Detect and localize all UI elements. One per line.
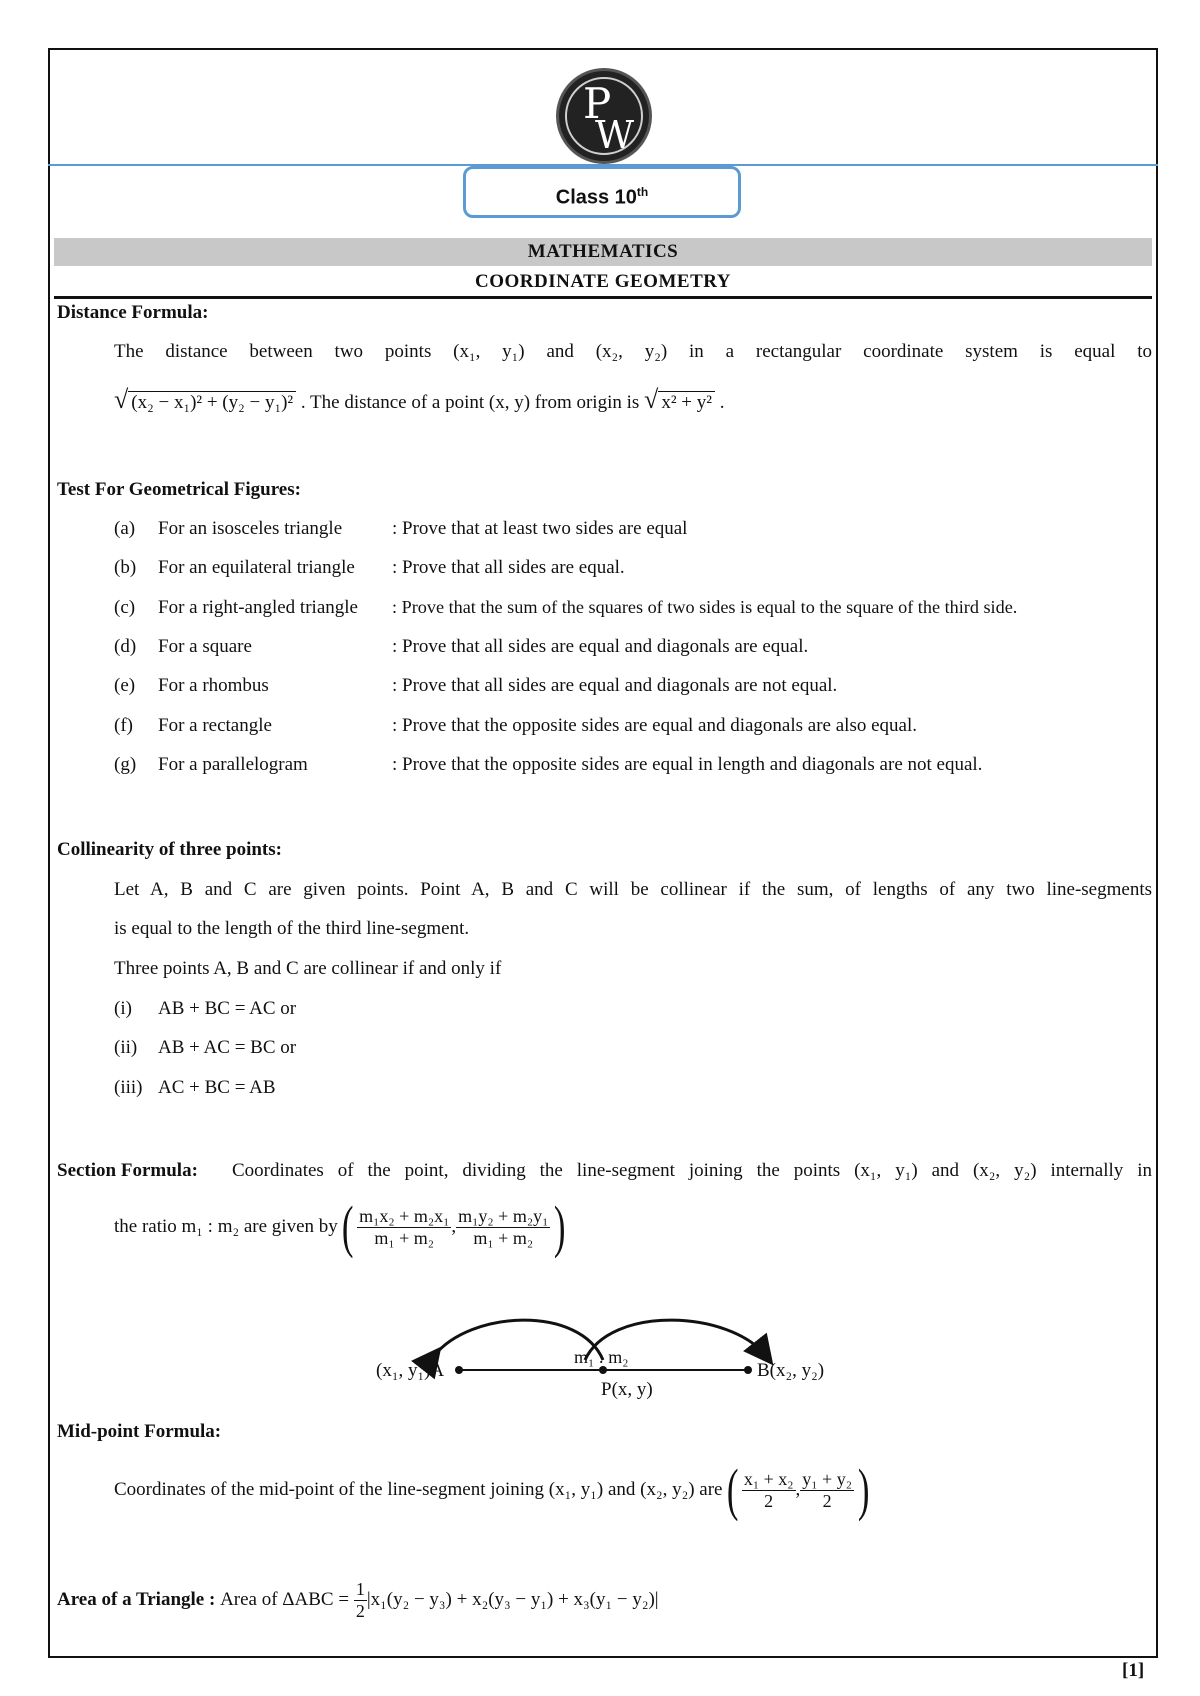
frac-numerator: m₁y₂ + m₂y₁ [458, 1205, 549, 1226]
collinear-label: (i) [114, 998, 132, 1019]
collinear-condition: AB + AC = BC or [158, 1037, 297, 1058]
test-figure: For a rectangle [158, 715, 272, 736]
test-figure: For a square [158, 636, 252, 657]
area-heading: Area of a Triangle : [57, 1589, 216, 1610]
diagram-ratio-label: m₁ : m₂ [574, 1347, 629, 1367]
frac-numerator: m₁x₂ + m₂x₁ [359, 1205, 450, 1226]
diagram-left-label: (x₁, y₁)A [376, 1360, 445, 1381]
chapter-title: COORDINATE GEOMETRY [474, 271, 732, 292]
test-rule: : Prove that the opposite sides are equal in length and diagonals are not equal. [392, 754, 983, 775]
test-label: (b) [114, 557, 137, 578]
diagram-right-label: B(x₂, y₂) [757, 1360, 825, 1381]
distance-heading: Distance Formula: [57, 302, 209, 323]
frac-denominator: m₁ + m₂ [374, 1227, 435, 1248]
frac-denominator: 2 [355, 1600, 365, 1621]
frac-denominator: 2 [764, 1490, 774, 1511]
test-rule: : Prove that all sides are equal. [392, 557, 625, 578]
test-rule: : Prove that the sum of the squares of two sides is equal to the square of the third side. [392, 597, 1018, 617]
collinear-condition: AC + BC = AB [158, 1077, 276, 1098]
midpoint-text: Coordinates of the mid-point of the line-segment joining (x₁, y₁) and (x₂, y₂) are [114, 1479, 723, 1500]
midpoint-frac-y [800, 1469, 854, 1512]
collinear-label: (iii) [114, 1077, 143, 1098]
test-figure: For a rhombus [158, 675, 269, 696]
section-heading: Section Formula: [57, 1160, 198, 1181]
midpoint-heading: Mid-point Formula: [57, 1421, 222, 1442]
close-paren: ) [554, 1194, 566, 1259]
tests-heading: Test For Geometrical Figures: [57, 479, 301, 500]
class-sup: th [636, 185, 649, 199]
close-paren: ) [857, 1457, 870, 1522]
origin-formula: x² + y² [658, 391, 715, 414]
collinearity-para3: Three points A, B and C are collinear if and only if [114, 958, 502, 979]
sqrt-sign: √ [114, 385, 129, 414]
frac-denominator: m₁ + m₂ [473, 1227, 534, 1248]
frac-denominator: 2 [822, 1490, 832, 1511]
section-line2: the ratio m₁ : m₂ are given by [114, 1216, 338, 1237]
collinear-condition: AB + BC = AC or [158, 998, 297, 1019]
subject-title: MATHEMATICS [54, 238, 1152, 266]
area-line [57, 1570, 659, 1630]
open-paren: ( [341, 1194, 354, 1259]
frac-numerator: 1 [355, 1578, 365, 1599]
collinearity-para1: Let A, B and C are given points. Point A, B and C will be collinear if the sum, of lengths of any two line-segments [114, 879, 1152, 900]
test-label: (f) [114, 715, 133, 736]
open-paren: ( [726, 1457, 738, 1522]
frac-comma: , [451, 1216, 457, 1237]
collinear-label: (ii) [114, 1037, 138, 1058]
midpoint-frac-x [742, 1469, 796, 1512]
logo-letter-p: P [583, 79, 612, 128]
area-half [354, 1579, 367, 1622]
area-text: Area of ΔABC = [220, 1589, 350, 1610]
test-rule: : Prove that at least two sides are equal [392, 518, 688, 539]
collinearity-para2: is equal to the length of the third line-segment. [114, 918, 470, 939]
test-figure: For an isosceles triangle [158, 518, 343, 539]
test-label: (e) [114, 675, 136, 696]
midpoint-line [114, 1455, 873, 1525]
test-figure: For an equilateral triangle [158, 557, 355, 578]
section-line1: Coordinates of the point, dividing the line-segment joining the points (x₁, y₁) and (x₂, y₂) internally in [232, 1160, 1152, 1181]
frac-numerator: x₁ + x₂ [743, 1468, 794, 1489]
frac-numerator: y₁ + y₂ [802, 1468, 852, 1489]
distance-end: . [719, 392, 725, 413]
collinearity-heading: Collinearity of three points: [57, 839, 282, 860]
test-label: (c) [114, 597, 136, 618]
test-rule: : Prove that all sides are equal and diagonals are equal. [392, 636, 809, 657]
test-label: (d) [114, 636, 137, 657]
test-label: (g) [114, 754, 137, 775]
logo-letter-w: W [595, 113, 635, 157]
distance-mid-text: . The distance of a point (x, y) from origin is [300, 392, 640, 413]
class-label: Class 10 [555, 186, 637, 209]
test-label: (a) [114, 518, 136, 539]
test-figure: For a parallelogram [158, 754, 308, 775]
sqrt-sign-origin: √ [644, 385, 659, 414]
test-rule: : Prove that the opposite sides are equal and diagonals are also equal. [392, 715, 917, 736]
point-b [744, 1366, 752, 1374]
area-expression: |x₁(y₂ − y₃) + x₂(y₃ − y₁) + x₃(y₁ − y₂)| [366, 1589, 659, 1610]
point-a [455, 1366, 463, 1374]
frac-comma: , [795, 1479, 801, 1500]
distance-line1: The distance between two points (x₁, y₁) and (x₂, y₂) in a rectangular coordinate system is equal to [114, 341, 1152, 362]
test-figure: For a right-angled triangle [158, 597, 358, 618]
distance-formula: (x₂ − x₁)² + (y₂ − y₁)² [128, 391, 296, 414]
diagram-mid-label: P(x, y) [601, 1379, 653, 1400]
page-number: [1] [1122, 1660, 1145, 1681]
test-rule: : Prove that all sides are equal and diagonals are not equal. [392, 675, 838, 696]
